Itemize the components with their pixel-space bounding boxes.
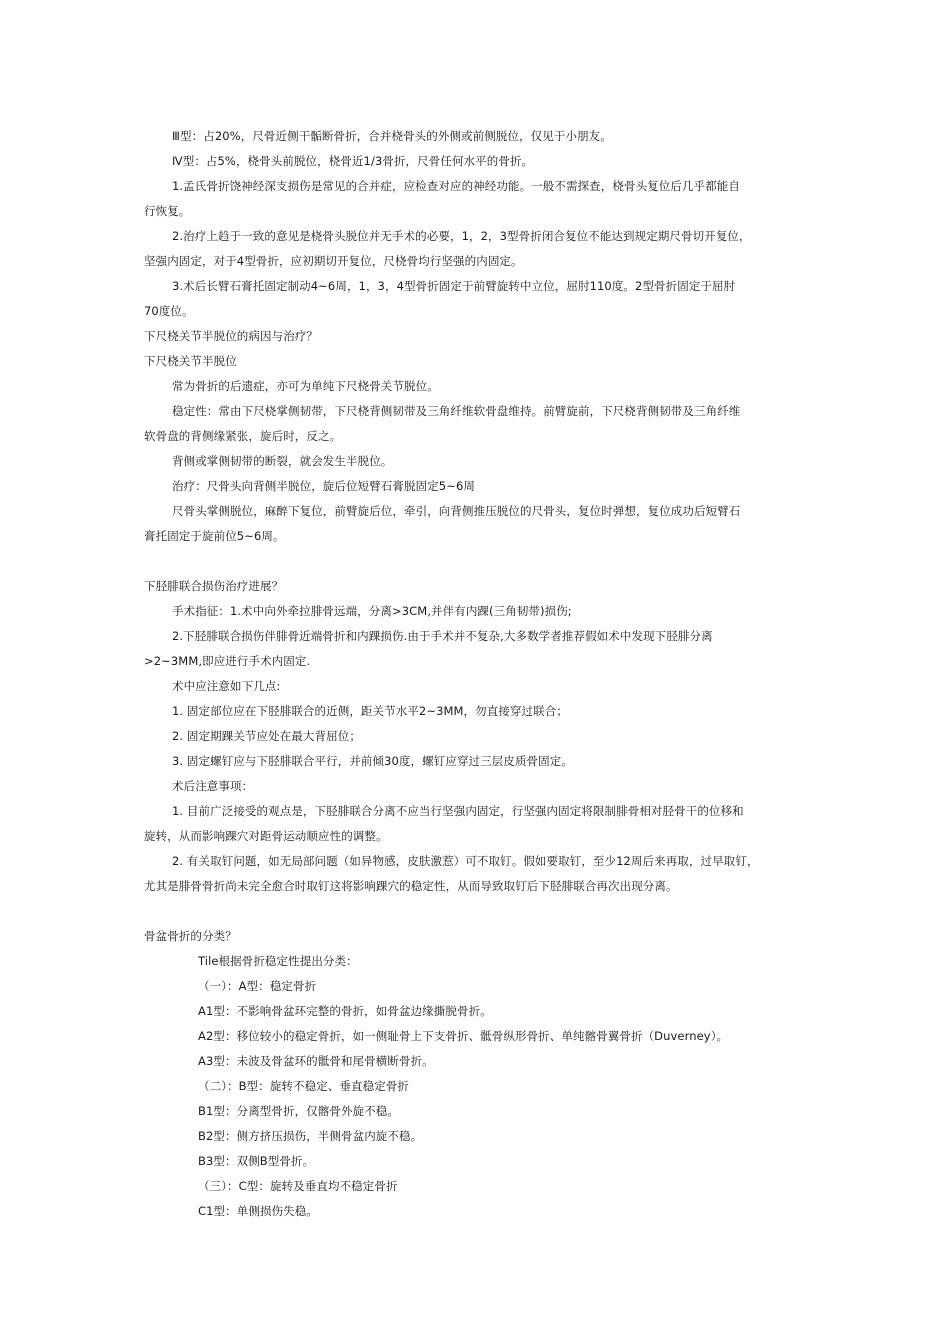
text-line: 坚强内固定，对于4型骨折，应初期切开复位，尺桡骨均行坚强的内固定。 — [144, 254, 523, 268]
text-line: 尤其是腓骨骨折尚未完全愈合时取钉这将影响踝穴的稳定性，从而导致取钉后下胫腓联合再次出现分离。 — [144, 879, 678, 893]
text-line: 1. 目前广泛接受的观点是，下胫腓联合分离不应当行坚强内固定，行坚强内固定将限制腓骨相对胫骨干的位移和 — [172, 804, 744, 818]
text-line: 2. 固定期踝关节应处在最大背屈位； — [172, 729, 361, 743]
text-line: 稳定性：常由下尺桡掌侧韧带，下尺桡背侧韧带及三角纤维软骨盘维持。前臂旋前，下尺桡背侧韧带及三角纤维 — [172, 404, 741, 418]
text-line: 1. 固定部位应在下胫腓联合的近侧，距关节水平2~3MM，勿直接穿过联合； — [172, 704, 568, 718]
text-line: 手术指征：1.术中向外牵拉腓骨远端，分离>3CM,并伴有内踝(三角韧带)损伤; — [172, 604, 572, 618]
text-line: B2型：侧方挤压损伤，半侧骨盆内旋不稳。 — [198, 1129, 423, 1143]
text-line: 尺骨头掌侧脱位，麻醉下复位，前臂旋后位，牵引，向背侧推压脱位的尺骨头，复位时弹想，复位成功后短臂石 — [172, 504, 741, 518]
text-line: 2.治疗上趋于一致的意见是桡骨头脱位并无手术的必要，1，2，3型骨折闭合复位不能达到规定期尺骨切开复位， — [172, 229, 751, 243]
text-line: A2型：移位较小的稳定骨折，如一侧耻骨上下支骨折、骶骨纵形骨折、单纯髂骨翼骨折（Duverney）。 — [198, 1029, 729, 1043]
text-line: 常为骨折的后遗症，亦可为单纯下尺桡骨关节脱位。 — [172, 379, 439, 393]
text-line: 70度位。 — [144, 304, 194, 318]
section-heading: 下胫腓联合损伤治疗进展？ — [144, 579, 284, 593]
text-line: 3. 固定螺钉应与下胫腓联合平行，并前倾30度，螺钉应穿过三层皮质骨固定。 — [172, 754, 573, 768]
text-line: A1型：不影响骨盆环完整的骨折，如骨盆边缘撕脱骨折。 — [198, 1004, 492, 1018]
text-line: Ⅲ型：占20%，尺骨近侧干骺断骨折，合并桡骨头的外侧或前侧脱位，仅见于小朋友。 — [172, 129, 612, 143]
text-line: 膏托固定于旋前位5~6周。 — [144, 529, 285, 543]
text-line: 治疗：尺骨头向背侧半脱位，旋后位短臂石膏脱固定5~6周 — [172, 479, 475, 493]
text-line: Tile根据骨折稳定性提出分类： — [198, 954, 358, 968]
text-line: 背侧或掌侧韧带的断裂，就会发生半脱位。 — [172, 454, 393, 468]
text-line: （一）：A型：稳定骨折 — [198, 979, 317, 993]
text-line: 旋转，从而影响踝穴对距骨运动顺应性的调整。 — [144, 829, 388, 843]
text-line: 2.下胫腓联合损伤伴腓骨近端骨折和内踝损伤.由于手术并不复杂,大多数学者推荐假如术中发现下胫腓分离 — [172, 629, 713, 643]
subheading: 下尺桡关节半脱位 — [144, 354, 237, 368]
text-line: 软骨盘的背侧缘紧张，旋后时，反之。 — [144, 429, 342, 443]
text-line: 2. 有关取钉问题，如无局部问题（如异物感，皮肤激惹）可不取钉。假如要取钉，至少12周后来再取，过早取钉， — [172, 854, 759, 868]
text-line: 1.孟氏骨折饶神经深支损伤是常见的合并症，应检查对应的神经功能。一般不需探查，桡骨头复位后几乎都能自 — [172, 179, 740, 193]
section-heading: 下尺桡关节半脱位的病因与治疗？ — [144, 329, 318, 343]
text-line: C1型：单侧损伤失稳。 — [198, 1204, 318, 1218]
text-line: 3.术后长臂石膏托固定制动4~6周，1，3，4型骨折固定于前臂旋转中立位，屈肘110度。2型骨折固定于屈肘 — [172, 279, 736, 293]
text-line: B3型：双侧B型骨折。 — [198, 1154, 315, 1168]
text-line: 行恢复。 — [144, 204, 191, 218]
text-line: Ⅳ型：占5%，桡骨头前脱位，桡骨近1/3骨折，尺骨任何水平的骨折。 — [172, 154, 534, 168]
text-line: B1型：分离型骨折，仅髂骨外旋不稳。 — [198, 1104, 400, 1118]
text-line: （二）：B型：旋转不稳定、垂直稳定骨折 — [198, 1079, 410, 1093]
text-line: 术后注意事项： — [172, 779, 254, 793]
text-line: A3型：未波及骨盆环的骶骨和尾骨横断骨折。 — [198, 1054, 434, 1068]
text-line: （三）：C型：旋转及垂直均不稳定骨折 — [198, 1179, 398, 1193]
text-line: 术中应注意如下几点: — [172, 679, 281, 693]
section-heading: 骨盆骨折的分类？ — [144, 929, 237, 943]
text-line: >2~3MM,即应进行手术内固定. — [144, 654, 311, 668]
